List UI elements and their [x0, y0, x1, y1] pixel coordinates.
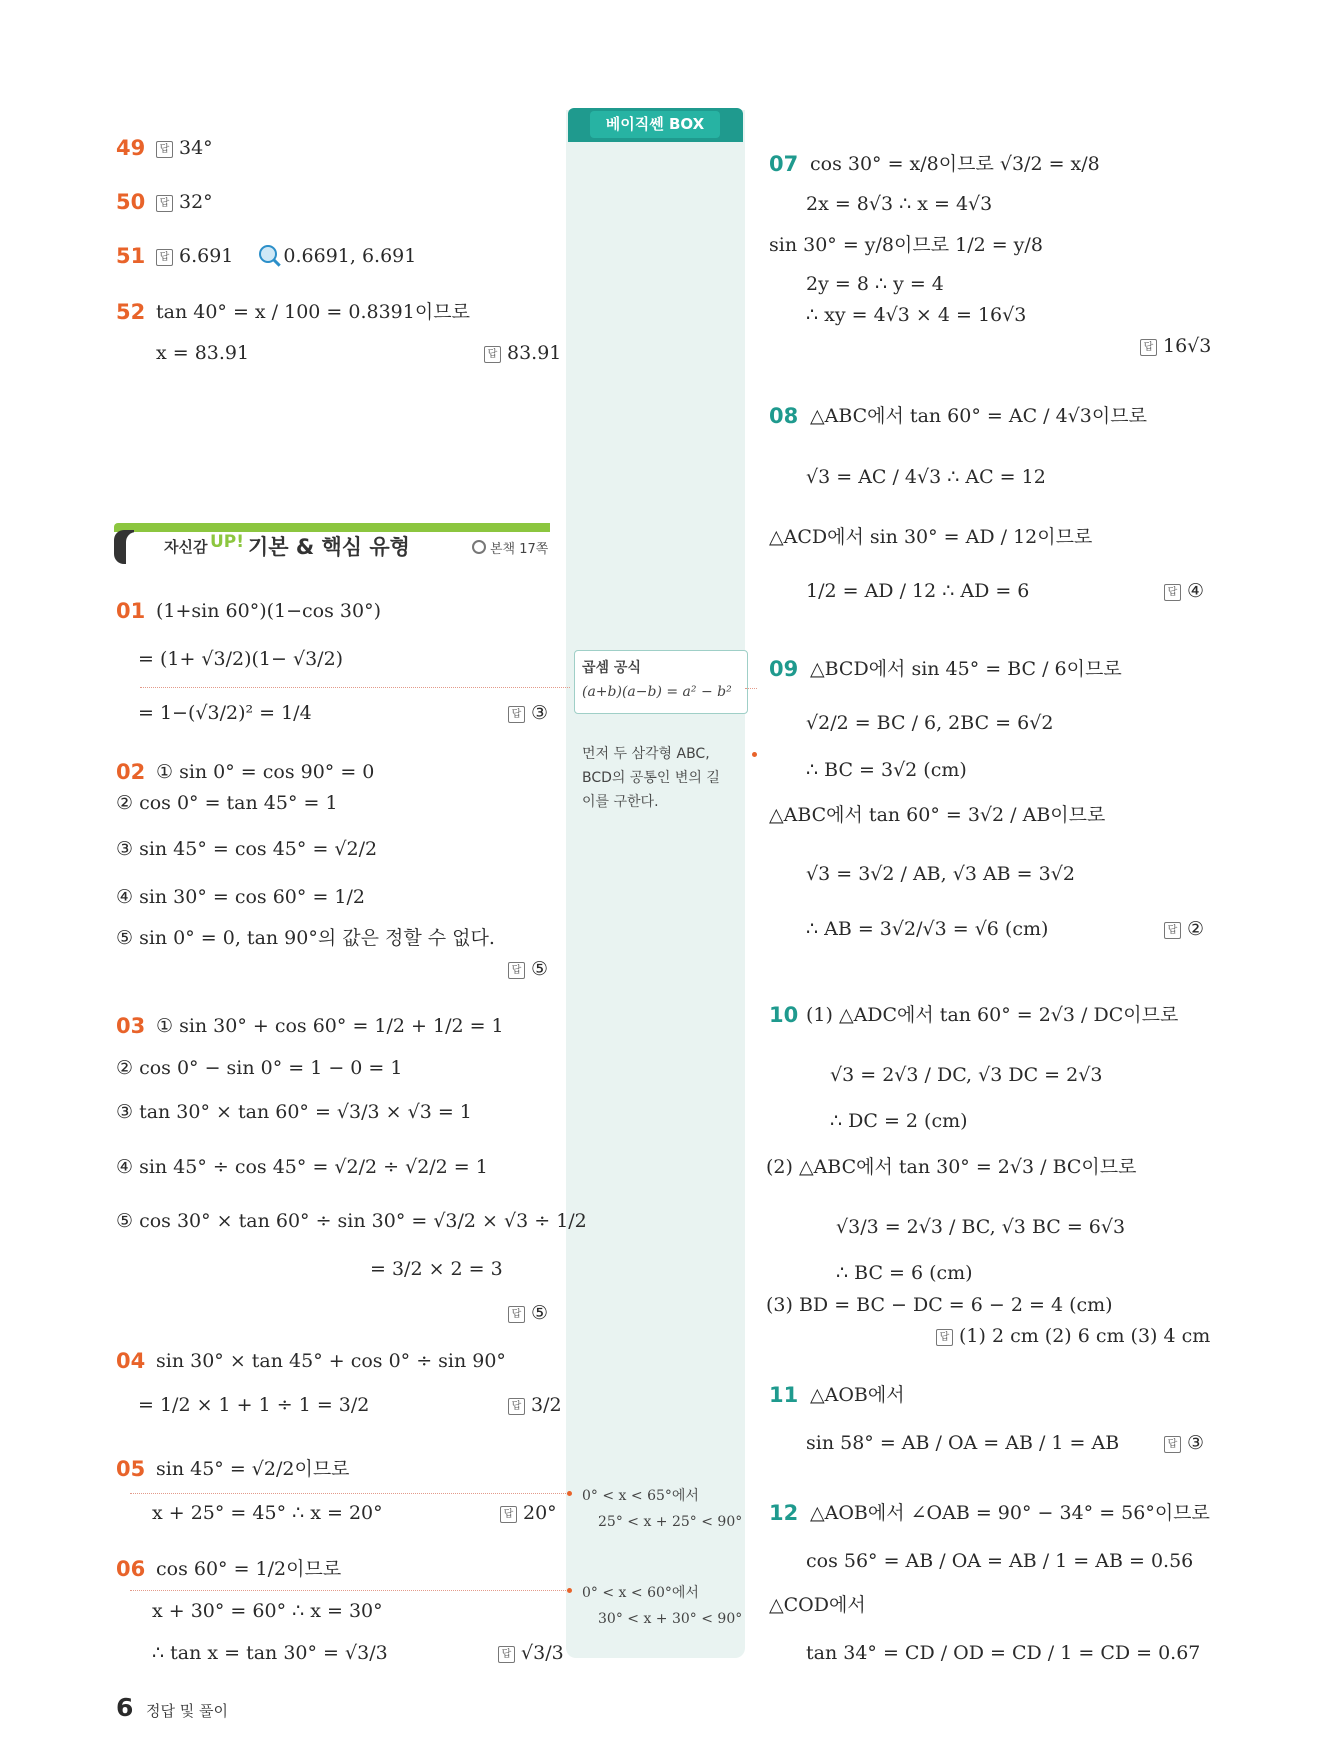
problem-number-09: 09 — [769, 657, 799, 681]
solution-02-line3: ③ sin 45° = cos 45° = √2/2 — [116, 838, 378, 860]
solution-02-line4: ④ sin 30° = cos 60° = 1/2 — [116, 886, 365, 908]
answer-mark-icon: 답 — [508, 962, 525, 979]
solution-09-line5: √3 = 3√2 / AB, √3 AB = 3√2 — [806, 863, 1075, 885]
answer-mark-icon: 답 — [1164, 584, 1181, 601]
solution-11-line2: sin 58° = AB / OA = AB / 1 = AB — [806, 1432, 1120, 1454]
problem-number-04: 04 — [116, 1349, 146, 1373]
basic-box-title: 베이직쎈 BOX — [590, 111, 720, 138]
answer-mark-icon: 답 — [156, 141, 173, 158]
solution-10-line4: (2) △ABC에서 tan 30° = 2√3 / BC이므로 — [766, 1156, 1137, 1178]
solution-11-line1: △AOB에서 — [810, 1384, 905, 1406]
connector-line-01 — [140, 687, 570, 688]
problem-number-01: 01 — [116, 599, 146, 623]
answer-49: 답 34° — [156, 135, 213, 161]
answer-mark-icon: 답 — [156, 195, 173, 212]
solution-03-line5: ⑤ cos 30° × tan 60° ÷ sin 30° = √3/2 × √3 ÷ 1/2 — [116, 1210, 587, 1232]
solution-10-line3: ∴ DC = 2 (cm) — [830, 1110, 968, 1132]
magnifier-icon — [259, 245, 277, 263]
page-footer-label: 정답 및 풀이 — [146, 1702, 228, 1720]
solution-03-line6: = 3/2 × 2 = 3 — [370, 1258, 503, 1280]
problem-number-50: 50 — [116, 190, 146, 214]
solution-02-line1: ① sin 0° = cos 90° = 0 — [156, 761, 375, 783]
problem-number-10: 10 — [769, 1003, 799, 1027]
solution-02-line5: ⑤ sin 0° = 0, tan 90°의 값은 정할 수 없다. — [116, 927, 495, 949]
answer-51: 답 6.691 0.6691, 6.691 — [156, 243, 416, 269]
solution-07-line3: sin 30° = y/8이므로 1/2 = y/8 — [769, 234, 1043, 256]
side-note-line2: BCD의 공통인 변의 길 — [582, 770, 720, 786]
solution-08-line4: 1/2 = AD / 12 ∴ AD = 6 — [806, 580, 1030, 602]
solution-04-line2: = 1/2 × 1 + 1 ÷ 1 = 3/2 — [138, 1394, 370, 1416]
connector-line-06 — [130, 1590, 570, 1591]
basic-box-column — [566, 110, 745, 1658]
side-note-line3: 이를 구한다. — [582, 794, 659, 810]
solution-05-line1: sin 45° = √2/2이므로 — [156, 1458, 350, 1480]
solution-03-line4: ④ sin 45° ÷ cos 45° = √2/2 ÷ √2/2 = 1 — [116, 1156, 488, 1178]
answer-mark-icon: 답 — [156, 249, 173, 266]
range-note-2b: 30° < x + 30° < 90° — [598, 1611, 743, 1627]
solution-10-line7: (3) BD = BC − DC = 6 − 2 = 4 (cm) — [766, 1294, 1113, 1316]
problem-number-06: 06 — [116, 1557, 146, 1581]
solution-07-line4: 2y = 8 ∴ y = 4 — [806, 273, 944, 295]
problem-number-07: 07 — [769, 152, 799, 176]
solution-06-line3: ∴ tan x = tan 30° = √3/3 — [152, 1642, 388, 1664]
answer-52: 답 83.91 — [484, 340, 561, 366]
solution-09-line4: △ABC에서 tan 60° = 3√2 / AB이므로 — [769, 804, 1106, 826]
answer-07: 답 16√3 — [1140, 333, 1211, 359]
solution-02-line2: ② cos 0° = tan 45° = 1 — [116, 792, 338, 814]
answer-06: 답 √3/3 — [498, 1640, 564, 1666]
answer-mark-icon: 답 — [484, 346, 501, 363]
answer-03: 답 ⑤ — [508, 1300, 548, 1326]
problem-number-11: 11 — [769, 1383, 799, 1407]
connector-dot-09 — [752, 752, 757, 757]
banner-label-confidence: 자신감 — [164, 538, 208, 556]
problem-number-51: 51 — [116, 244, 146, 268]
solution-12-line4: tan 34° = CD / OD = CD / 1 = CD = 0.67 — [806, 1642, 1201, 1664]
answer-01: 답 ③ — [508, 700, 548, 726]
solution-07-line2: 2x = 8√3 ∴ x = 4√3 — [806, 193, 993, 215]
solution-08-line2: √3 = AC / 4√3 ∴ AC = 12 — [806, 466, 1046, 488]
problem-number-02: 02 — [116, 760, 146, 784]
connector-line-09 — [745, 688, 757, 689]
banner-page-ref: 본책 17쪽 — [472, 538, 548, 557]
side-note-line1: 먼저 두 삼각형 ABC, — [582, 746, 710, 762]
answer-09: 답 ② — [1164, 916, 1204, 942]
solution-10-line6: ∴ BC = 6 (cm) — [836, 1262, 973, 1284]
problem-number-12: 12 — [769, 1501, 799, 1525]
answer-mark-icon: 답 — [1140, 339, 1157, 356]
solution-06-line2: x + 30° = 60° ∴ x = 30° — [152, 1600, 383, 1622]
problem-number-03: 03 — [116, 1014, 146, 1038]
solution-03-line2: ② cos 0° − sin 0° = 1 − 0 = 1 — [116, 1057, 403, 1079]
answer-50: 답 32° — [156, 189, 213, 215]
answer-04: 답 3/2 — [508, 1392, 562, 1418]
solution-12-line1: △AOB에서 ∠OAB = 90° − 34° = 56°이므로 — [810, 1502, 1210, 1524]
solution-06-line1: cos 60° = 1/2이므로 — [156, 1558, 342, 1580]
solution-10-line5: √3/3 = 2√3 / BC, √3 BC = 6√3 — [836, 1216, 1126, 1238]
answer-02: 답 ⑤ — [508, 956, 548, 982]
page-number: 6 — [116, 1693, 134, 1722]
formula-title: 곱셈 공식 — [582, 660, 641, 676]
answer-05: 답 20° — [500, 1500, 557, 1526]
solution-03-line1: ① sin 30° + cos 60° = 1/2 + 1/2 = 1 — [156, 1015, 504, 1037]
answer-08: 답 ④ — [1164, 578, 1204, 604]
solution-07-line1: cos 30° = x/8이므로 √3/2 = x/8 — [810, 153, 1100, 175]
range-note-1b: 25° < x + 25° < 90° — [598, 1514, 743, 1530]
banner-label-up: UP! — [210, 532, 245, 552]
answer-mark-icon: 답 — [500, 1506, 517, 1523]
answer-mark-icon: 답 — [1164, 922, 1181, 939]
solution-08-line3: △ACD에서 sin 30° = AD / 12이므로 — [769, 526, 1093, 548]
solution-01-line3: = 1−(√3/2)² = 1/4 — [138, 702, 312, 724]
problem-number-49: 49 — [116, 136, 146, 160]
range-note-2a: 0° < x < 60°에서 — [582, 1585, 699, 1601]
answer-11: 답 ③ — [1164, 1430, 1204, 1456]
answer-mark-icon: 답 — [936, 1329, 953, 1346]
problem-number-52: 52 — [116, 300, 146, 324]
solution-12-line3: △COD에서 — [769, 1594, 866, 1616]
solution-04-line1: sin 30° × tan 45° + cos 0° ÷ sin 90° — [156, 1350, 506, 1372]
problem-number-08: 08 — [769, 404, 799, 428]
solution-10-line1: (1) △ADC에서 tan 60° = 2√3 / DC이므로 — [806, 1004, 1179, 1026]
solution-09-line6: ∴ AB = 3√2/√3 = √6 (cm) — [806, 918, 1049, 940]
answer-mark-icon: 답 — [508, 1306, 525, 1323]
solution-12-line2: cos 56° = AB / OA = AB / 1 = AB = 0.56 — [806, 1550, 1194, 1572]
answer-mark-icon: 답 — [1164, 1436, 1181, 1453]
solution-09-line3: ∴ BC = 3√2 (cm) — [806, 759, 967, 781]
connector-dot-05 — [567, 1491, 572, 1496]
answer-10: 답 (1) 2 cm (2) 6 cm (3) 4 cm — [936, 1323, 1210, 1349]
connector-dot-06 — [567, 1588, 572, 1593]
solution-10-line2: √3 = 2√3 / DC, √3 DC = 2√3 — [830, 1064, 1103, 1086]
solution-07-line5: ∴ xy = 4√3 × 4 = 16√3 — [806, 304, 1027, 326]
answer-mark-icon: 답 — [508, 1398, 525, 1415]
answer-mark-icon: 답 — [508, 706, 525, 723]
range-note-1a: 0° < x < 65°에서 — [582, 1488, 699, 1504]
problem-number-05: 05 — [116, 1457, 146, 1481]
solution-01-line2: = (1+ √3/2)(1− √3/2) — [138, 648, 344, 670]
solution-01-line1: (1+sin 60°)(1−cos 30°) — [156, 600, 381, 622]
book-icon — [472, 540, 486, 554]
solution-03-line3: ③ tan 30° × tan 60° = √3/3 × √3 = 1 — [116, 1101, 472, 1123]
connector-line-05 — [130, 1493, 570, 1494]
solution-08-line1: △ABC에서 tan 60° = AC / 4√3이므로 — [810, 405, 1147, 427]
banner-title: 기본 & 핵심 유형 — [248, 535, 410, 559]
solution-52-line2: x = 83.91 — [156, 342, 250, 364]
solution-05-line2: x + 25° = 45° ∴ x = 20° — [152, 1502, 383, 1524]
solution-09-line2: √2/2 = BC / 6, 2BC = 6√2 — [806, 712, 1054, 734]
solution-09-line1: △BCD에서 sin 45° = BC / 6이므로 — [810, 658, 1122, 680]
formula-text: (a+b)(a−b) = a² − b² — [582, 684, 732, 700]
answer-mark-icon: 답 — [498, 1646, 515, 1663]
solution-52-line1: tan 40° = x / 100 = 0.8391이므로 — [156, 301, 470, 323]
